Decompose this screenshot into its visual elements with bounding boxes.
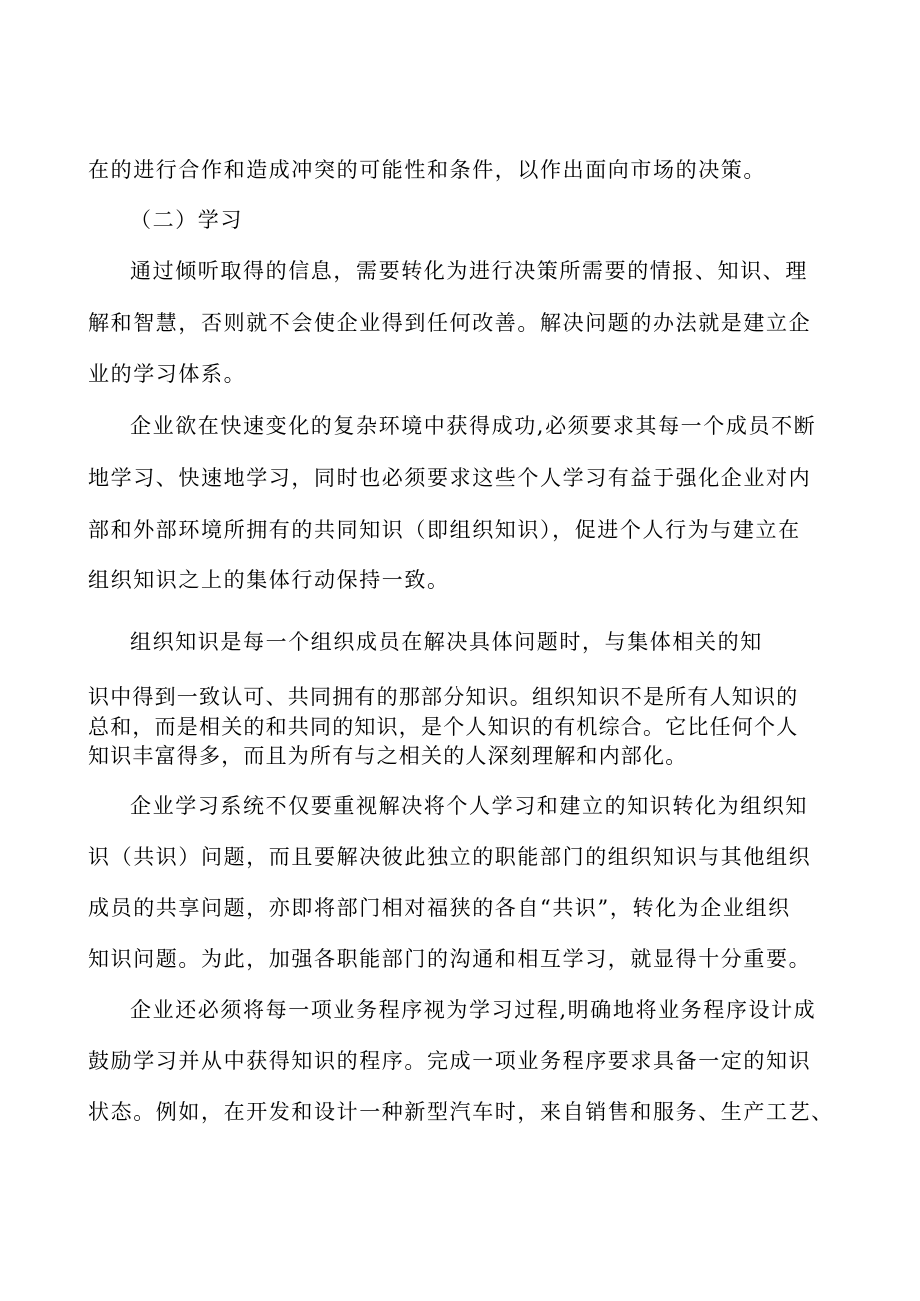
text-line: 在的进行合作和造成冲突的可能性和条件，以作出面向市场的决策。 xyxy=(88,158,766,182)
text-line: 企业还必须将每一项业务程序视为学习过程,明确地将业务程序设计成 xyxy=(130,998,817,1022)
text-line: 组织知识是每一个组织成员在解决具体问题时，与集体相关的知 xyxy=(130,630,763,654)
section-heading: （二）学习 xyxy=(130,208,243,232)
text-line: 识（共识）问题，而且要解决彼此独立的职能部门的组织知识与其他组织 xyxy=(88,845,812,869)
text-line: 成员的共享问题，亦即将部门相对福狭的各自“共识”，转化为企业组织 xyxy=(88,896,791,920)
text-line: 知识问题。为此，加强各职能部门的沟通和相互学习，就显得十分重要。 xyxy=(88,947,812,971)
text-line: 部和外部环境所拥有的共同知识（即组织知识），促进个人行为与建立在 xyxy=(88,518,801,542)
text-line: 业的学习体系。 xyxy=(88,362,247,386)
text-line: 知识丰富得多，而且为所有与之相关的人深刻理解和内部化。 xyxy=(88,744,688,768)
text-line: 通过倾听取得的信息，需要转化为进行决策所需要的情报、知识、理 xyxy=(130,259,808,283)
text-line: 地学习、快速地学习，同时也必须要求这些个人学习有益于强化企业对内 xyxy=(88,466,812,490)
text-line: 识中得到一致认可、共同拥有的那部分知识。组织知识不是所有人知识的 xyxy=(88,685,799,709)
text-line: 鼓励学习并从中获得知识的程序。完成一项业务程序要求具备一定的知识 xyxy=(88,1049,812,1073)
text-line: 企业学习系统不仅要重视解决将个人学习和建立的知识转化为组织知 xyxy=(130,794,808,818)
text-line: 总和，而是相关的和共同的知识，是个人知识的有机综合。它比任何个人 xyxy=(88,715,799,739)
text-line: 解和智慧，否则就不会使企业得到任何改善。解决问题的办法就是建立企 xyxy=(88,311,812,335)
text-line: 组织知识之上的集体行动保持一致。 xyxy=(88,568,450,592)
text-line: 状态。例如，在开发和设计一种新型汽车时，来自销售和服务、生产工艺、 xyxy=(88,1100,834,1124)
text-line: 企业欲在快速变化的复杂环境中获得成功,必须要求其每一个成员不断 xyxy=(130,414,817,438)
